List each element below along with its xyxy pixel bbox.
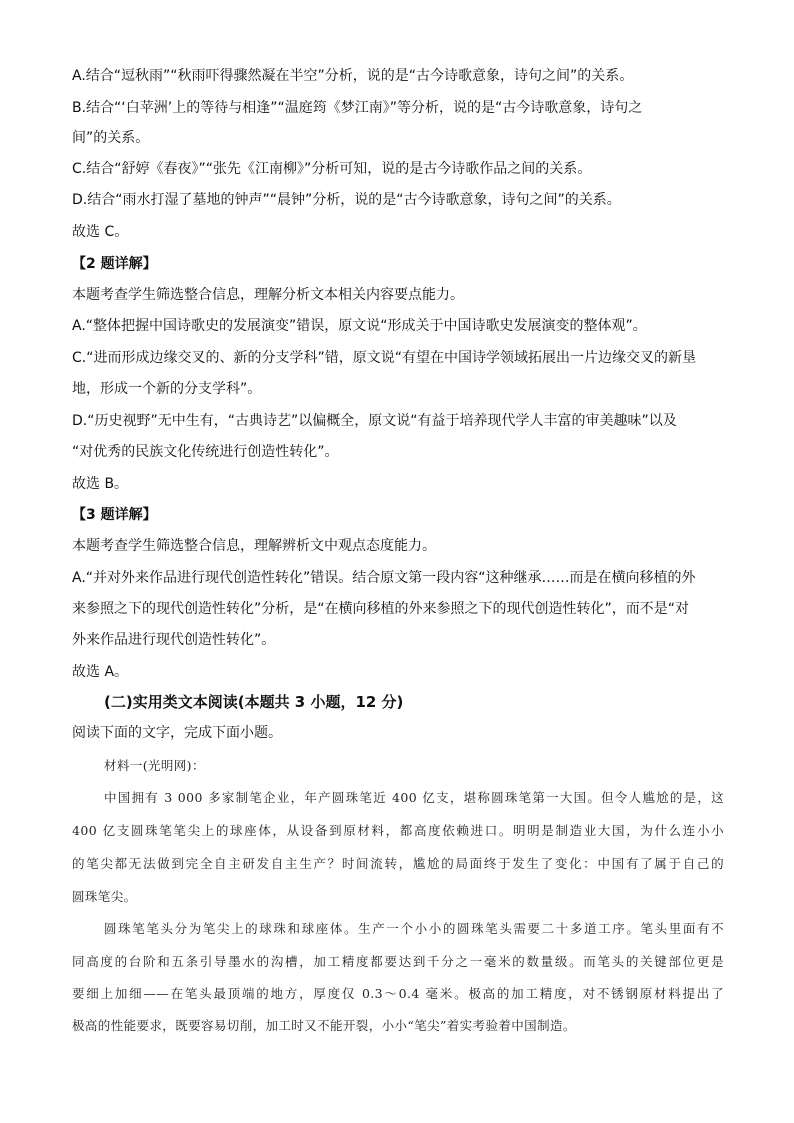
material-paragraph-line: 极高的性能要求，既要容易切削，加工时又不能开裂，小小“笔尖”着实考验着中国制造。: [72, 1018, 576, 1033]
material-source: 材料一(光明网)：: [104, 758, 205, 773]
material-paragraph-line: 圆珠笔笔头分为笔尖上的球珠和球座体。生产一个小小的圆珠笔头需要二十多道工序。笔头里面有不: [104, 921, 724, 936]
section-instruction: 阅读下面的文字，完成下面小题。: [72, 725, 282, 741]
answer-line: 本题考查学生筛选整合信息，理解辨析文中观点态度能力。: [72, 538, 436, 554]
answer-line: A.“整体把握中国诗歌史的发展演变”错误，原文说“形成关于中国诗歌史发展演变的整体观”。: [72, 318, 647, 334]
section-title: (二)实用类文本阅读(本题共 3 小题，12 分): [104, 693, 404, 711]
material-paragraph-line: 400 亿支圆珠笔笔尖上的球座体，从设备到原材料，都高度依赖进口。明明是制造业大国，为什么连小小: [72, 823, 724, 838]
answer-line: “对优秀的民族文化传统进行创造性转化”。: [72, 444, 339, 460]
answer-line: C.结合“舒婷《春夜》”“张先《江南柳》”分析可知，说的是古今诗歌作品之间的关系。: [72, 161, 592, 177]
answer-line: D.结合“雨水打湿了墓地的钟声”“晨钟”分析，说的是“古今诗歌意象，诗句之间”的关系。: [72, 192, 621, 208]
answer-line: 本题考查学生筛选整合信息，理解分析文本相关内容要点能力。: [72, 287, 464, 303]
material-paragraph-line: 中国拥有 3 000 多家制笔企业，年产圆珠笔近 400 亿支，堪称圆珠笔第一大国。但令人尴尬的是，这: [104, 790, 724, 805]
answer-line: 间”的关系。: [72, 130, 150, 146]
material-paragraph-line: 要细上加细——在笔头最顶端的地方，厚度仅 0.3～0.4 毫米。极高的加工精度，对不锈钢原材料提出了: [72, 986, 724, 1001]
answer-line: D.“历史视野”无中生有，“古典诗艺”以偏概全，原文说“有益于培养现代学人丰富的审美趣味”以及: [72, 413, 677, 429]
answer-line: A.“并对外来作品进行现代创造性转化”错误。结合原文第一段内容“这种继承……而是在横向移植的外: [72, 570, 696, 586]
material-paragraph-line: 同高度的台阶和五条引导墨水的沟槽，加工精度都要达到千分之一毫米的数量级。而笔头的关键部位更是: [72, 954, 724, 969]
answer-line: C.“进而形成边缘交叉的、新的分支学科”错，原文说“有望在中国诗学领域拓展出一片边缘交叉的新垦: [72, 350, 696, 366]
answer-line: 外来作品进行现代创造性转化”。: [72, 632, 276, 648]
answer-line: A.结合“逗秋雨”“秋雨吓得骤然凝在半空”分析，说的是“古今诗歌意象，诗句之间”的关系。: [72, 68, 634, 84]
question-2-heading: 【2 题详解】: [72, 256, 157, 272]
material-paragraph-line: 的笔尖都无法做到完全自主研发自主生产？时间流转，尴尬的局面终于发生了变化：中国有了属于自己的: [72, 856, 724, 871]
answer-conclusion: 故选 A。: [72, 664, 129, 680]
answer-line: B.结合“‘白苹洲’上的等待与相逢”“温庭筠《梦江南》”等分析，说的是“古今诗歌意象，诗句之: [72, 100, 643, 116]
answer-line: 地，形成一个新的分支学科”。: [72, 381, 262, 397]
answer-conclusion: 故选 B。: [72, 476, 129, 492]
answer-line: 来参照之下的现代创造性转化”分析，是“在横向移植的外来参照之下的现代创造性转化”，而不是“对: [72, 601, 690, 617]
material-paragraph-line: 圆珠笔尖。: [72, 889, 137, 904]
answer-conclusion: 故选 C。: [72, 224, 129, 240]
question-3-heading: 【3 题详解】: [72, 507, 157, 523]
